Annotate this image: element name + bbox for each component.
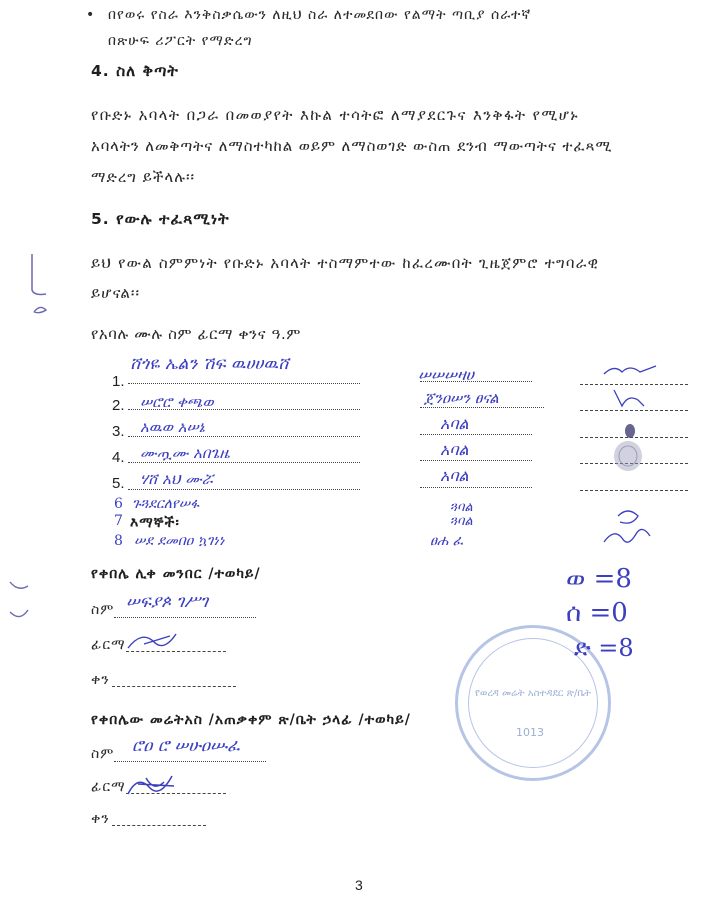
member-6-signature: ጓባል bbox=[450, 500, 473, 515]
manager-heading: የቀበሌው መሬትአስ /አጠቃቀም ጽ/ቤት ኃላፊ /ተወካይ/ bbox=[91, 712, 411, 728]
manager-name-value: ሮዐ ሮ ሠሁዐሡፈ bbox=[132, 736, 240, 756]
member-1-name-line bbox=[128, 383, 360, 384]
member-2-date-line bbox=[580, 410, 688, 411]
section-4-line-3: ማድረግ ይችላሉ፡፡ bbox=[91, 168, 196, 186]
member-5-name: ሃሸ አህ ሙሯ bbox=[140, 470, 213, 488]
chair-name-label: ስም bbox=[91, 602, 115, 618]
member-6-number: 6 bbox=[114, 496, 123, 512]
date-mark-2 bbox=[608, 386, 648, 410]
manager-date-line bbox=[112, 825, 206, 826]
member-5-signature: አባል bbox=[440, 466, 469, 485]
member-2-number: 2. bbox=[112, 397, 125, 414]
tally-line-2: ሰ =0 bbox=[566, 598, 628, 628]
chair-name-line bbox=[114, 617, 256, 618]
member-7-number: 7 bbox=[114, 513, 123, 529]
stamp-code: 1013 bbox=[516, 726, 544, 739]
chair-heading: የቀበሌ ሊቀ መንበር /ተወካይ/ bbox=[91, 566, 261, 582]
bullet-line-1: በየወሩ የስራ እንቅስቃሴውን ለዚህ ስራ ለተመደበው የልማት ጣቢያ ሰራተኛ bbox=[108, 7, 532, 23]
member-8-signature: ፀሐ ፈ bbox=[430, 533, 464, 549]
section-4-heading: 4. ስለ ቅጣት bbox=[91, 62, 179, 80]
manager-name-line bbox=[114, 761, 266, 762]
member-1-number: 1. bbox=[112, 373, 125, 390]
page-number: 3 bbox=[355, 877, 363, 893]
member-4-number: 4. bbox=[112, 449, 125, 466]
manager-name-label: ስም bbox=[91, 746, 115, 762]
date-mark-1 bbox=[600, 360, 660, 384]
member-5-date-line bbox=[580, 490, 688, 491]
bullet-dot: • bbox=[86, 7, 96, 23]
manager-signature bbox=[124, 768, 194, 800]
member-1-name: ሸጎዬ ኤልን ሽፍ ዉሀሀዉሸ bbox=[130, 354, 289, 374]
manager-signature-label: ፊርማ bbox=[91, 779, 126, 795]
member-3-name-line bbox=[128, 436, 360, 437]
fingerprint-3 bbox=[622, 422, 642, 442]
manager-date-label: ቀን bbox=[91, 811, 110, 827]
member-3-signature: አባል bbox=[440, 414, 469, 433]
witnesses-label: እማኞች፡ bbox=[130, 515, 180, 531]
member-3-signature-line bbox=[420, 434, 532, 435]
tally-line-1: ወ =8 bbox=[566, 564, 632, 594]
section-4-line-1: የቡድኑ አባላት በጋራ በመወያየት እኩል ተሳትፎ ለማያደርጉና እንቅፋት የሚሆኑ bbox=[91, 106, 580, 124]
chair-date-label: ቀን bbox=[91, 672, 110, 688]
margin-mark-bottom bbox=[6, 570, 36, 630]
chair-date-line bbox=[112, 686, 236, 687]
member-5-number: 5. bbox=[112, 475, 125, 492]
member-1-signature-line bbox=[420, 381, 532, 382]
section-5-line-2: ይሆናል፡፡ bbox=[91, 284, 141, 302]
member-4-signature-line bbox=[420, 460, 532, 461]
member-1-date-line bbox=[580, 384, 688, 385]
members-table-header: የአባሉ ሙሉ ስም ፊርማ ቀንና ዓ.ም bbox=[91, 325, 301, 343]
member-2-signature-line bbox=[420, 407, 544, 408]
member-2-signature: ጀንዐሠን ፀናል bbox=[424, 389, 499, 407]
member-1-signature: ሠሠሠዛሀ bbox=[418, 365, 475, 384]
member-8-name: ሠደ ደመበዐ ኳገነነ bbox=[134, 533, 225, 549]
signature-scribble-8 bbox=[598, 498, 658, 558]
section-5-line-1: ይህ የውል ስምምነት የቡድኑ አባላት ተስማምተው ከፈረሙበት ጊዜጀምሮ ተግባራዊ bbox=[91, 254, 600, 272]
member-2-name: ሠሮሮ ቀጫወ bbox=[140, 393, 214, 411]
member-4-name-line bbox=[128, 462, 360, 463]
chair-signature bbox=[124, 624, 194, 654]
member-4-signature: አባል bbox=[440, 440, 469, 459]
section-4-line-2: አባላትን ለመቅጣትና ለማስተካከል ወይም ለማስወገድ ውስጠ ደንብ ማውጣትና ተፈጻሚ bbox=[91, 137, 613, 155]
member-3-name: አዉወ አሠኔ bbox=[140, 418, 205, 436]
member-3-number: 3. bbox=[112, 423, 125, 440]
member-8-number: 8 bbox=[114, 533, 123, 549]
stamp-text: የወረዳ መሬት አስተዳደር ጽ/ቤት bbox=[475, 688, 591, 699]
margin-mark-top bbox=[24, 250, 54, 320]
section-5-heading: 5. የውሉ ተፈጻሚነት bbox=[91, 210, 230, 228]
member-2-name-line bbox=[128, 409, 360, 410]
member-4-name: ሙጧሙ አበጌዜ bbox=[140, 444, 230, 462]
member-6-name: ጉጓደርለየሠፋ bbox=[132, 496, 200, 512]
bullet-line-2: በጽሁፍ ሪፖርት የማድረግ bbox=[108, 33, 253, 49]
tally-line-3: ድ =8 bbox=[574, 634, 634, 662]
member-5-name-line bbox=[128, 489, 360, 490]
chair-signature-label: ፊርማ bbox=[91, 637, 126, 653]
chair-name-value: ሠፍያጶ ገሥገ bbox=[126, 592, 209, 612]
member-7-signature: ጓባል bbox=[450, 514, 473, 529]
member-5-signature-line bbox=[420, 487, 532, 488]
fingerprint-4 bbox=[610, 440, 650, 474]
